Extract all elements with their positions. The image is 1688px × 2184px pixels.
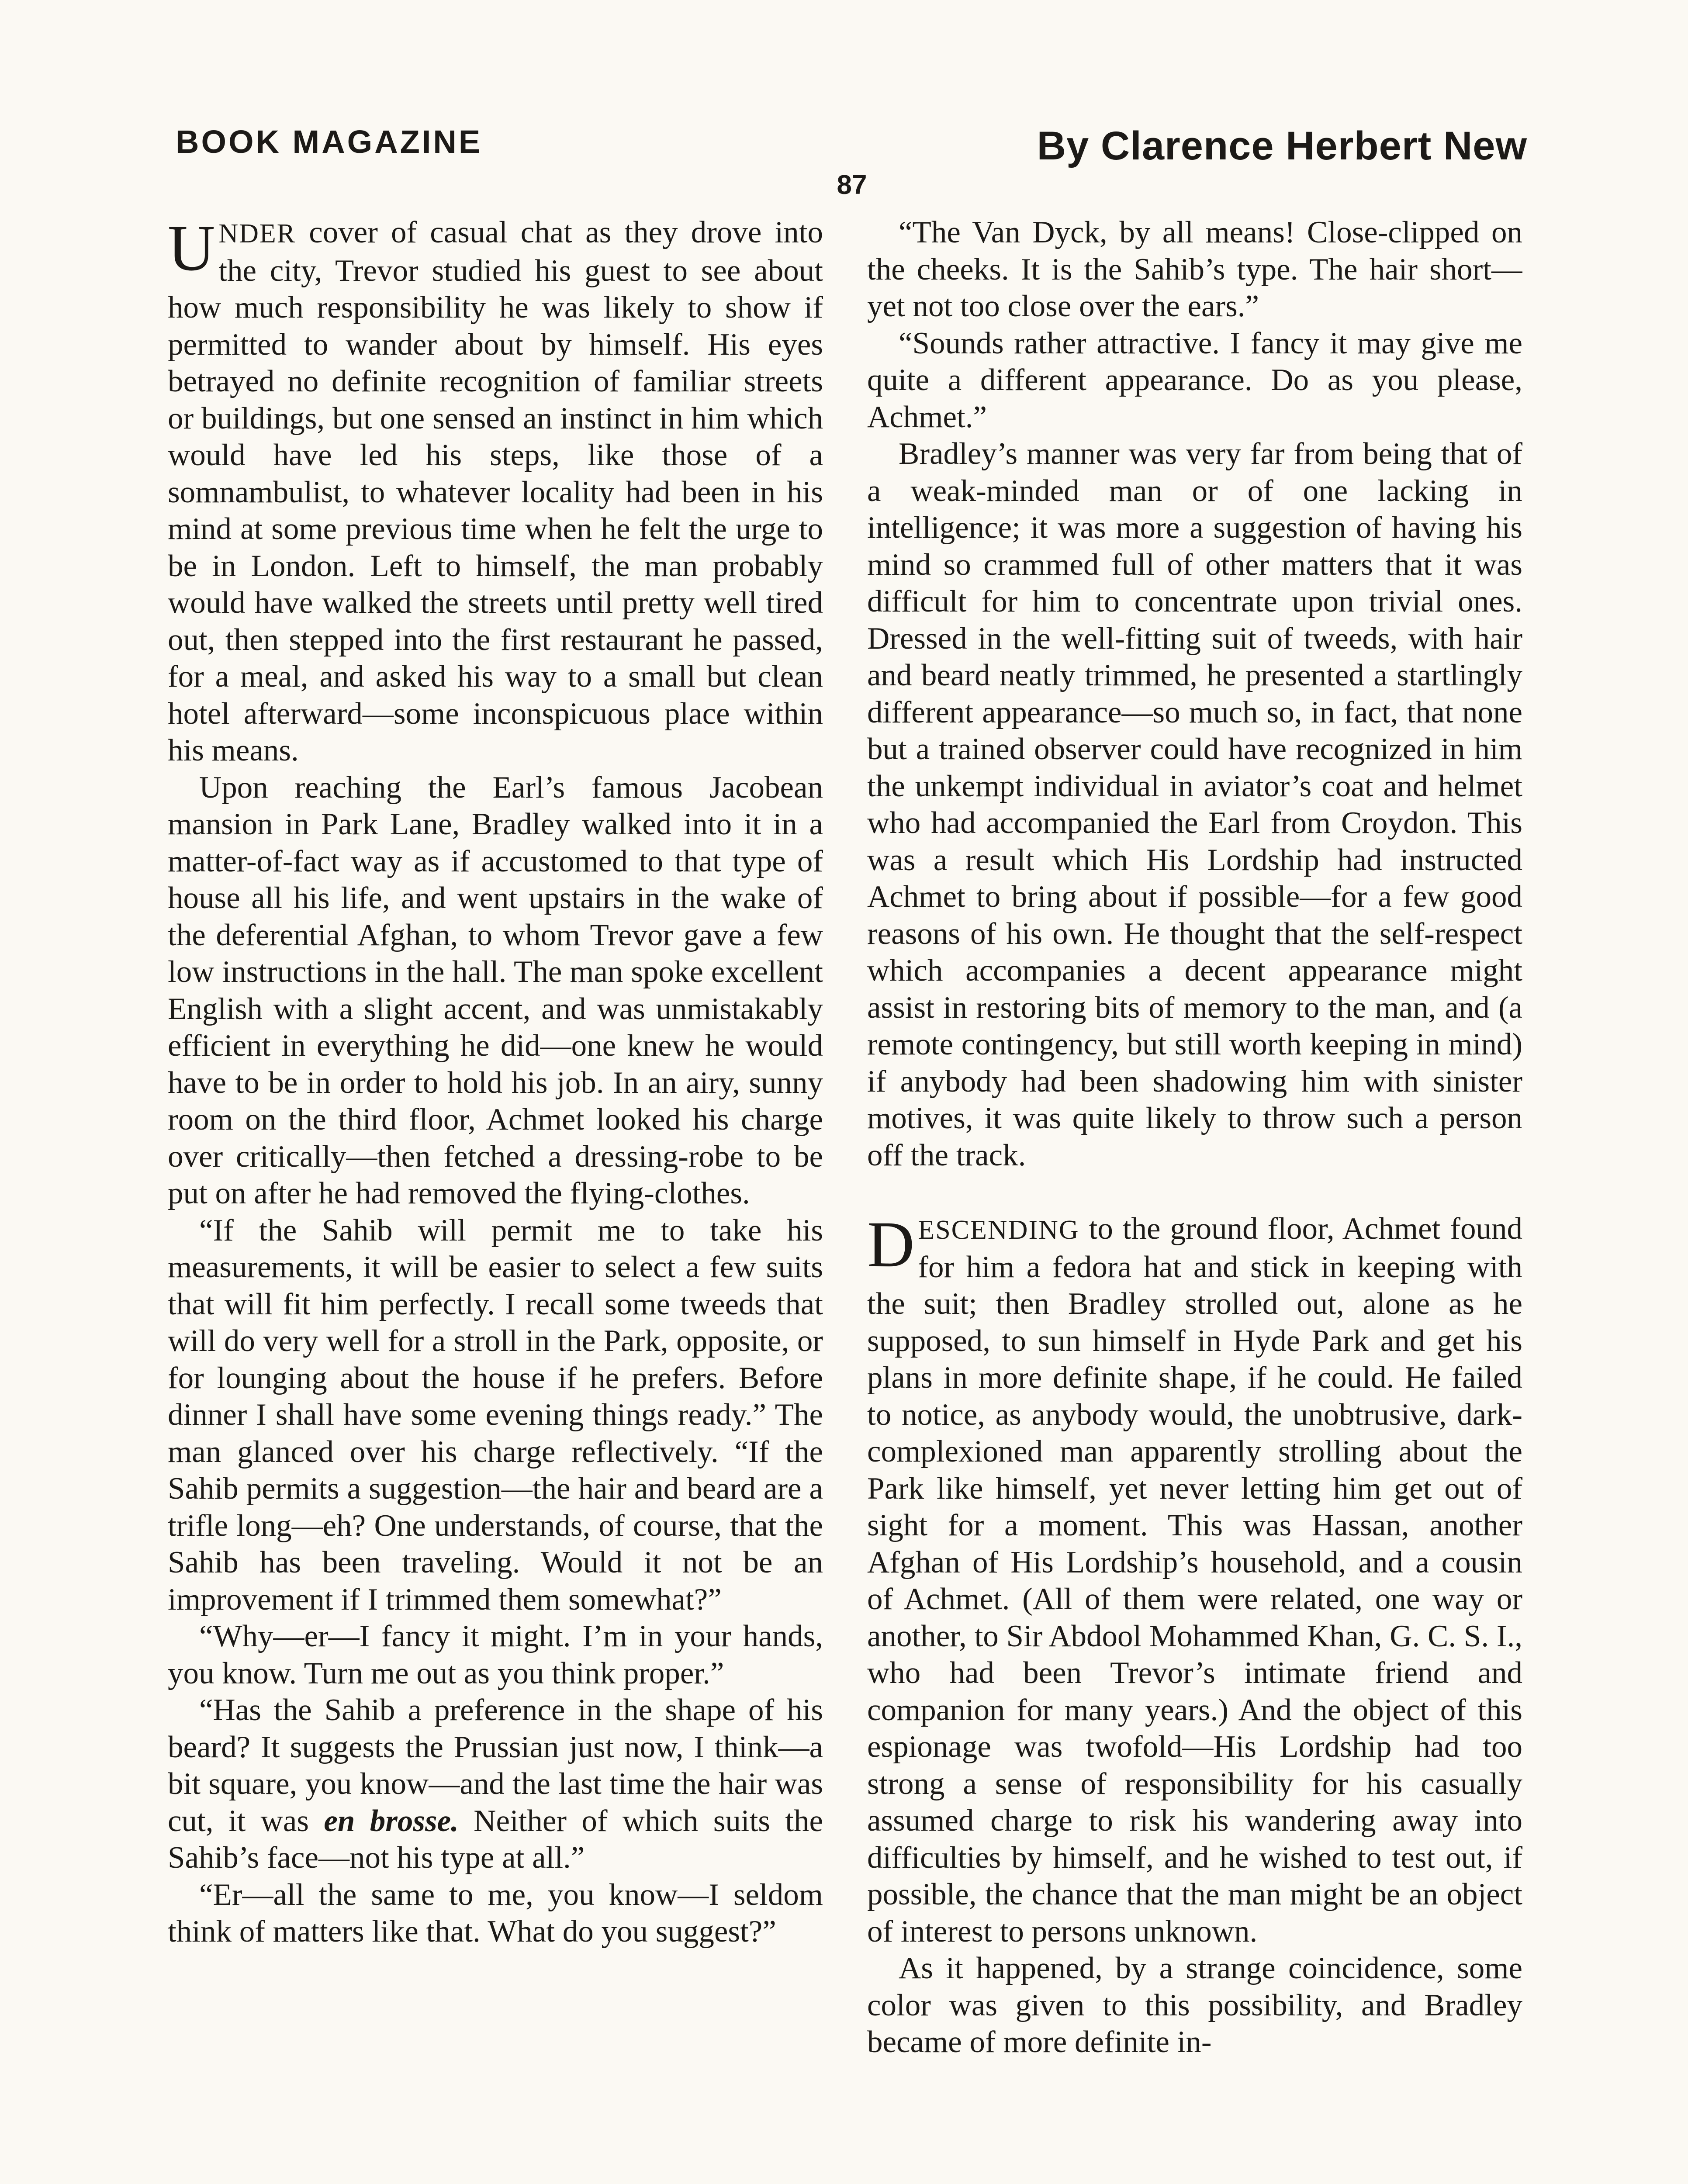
drop-cap: D: [867, 1208, 915, 1281]
paragraph: “Why—er—I fancy it might. I’m in your hands, you know. Turn me out as you think proper.”: [168, 1619, 823, 1690]
left-column: [168, 214, 823, 2184]
paragraph: Bradley’s manner was very far from being that of a weak-minded man or of one lacking in intelligence; it was more a suggestion of having his mind so crammed full of other matters that it was difficult for him to concentrate upon trivial ones. Dressed in the well-fitting suit of tweeds, with hair and beard neatly trimmed, he presented a startlingly different appearance—so much so, in fact, that none but a trained observer could have recognized in him the unkempt individual in aviator’s coat and helmet who had accompanied the Earl from Croydon. This was a result which His Lordship had instructed Achmet to bring about if possible—for a few good reasons of his own. He thought that the self-respect which accompanies a decent appearance might assist in restoring bits of memory to the man, and (a remote contingency, but still worth keeping in mind) if anybody had been shadowing him with sinister motives, it was quite likely to throw such a person off the track.: [867, 437, 1522, 1172]
paragraph: “The Van Dyck, by all means! Close-clipped on the cheeks. It is the Sahib’s type. The hair short—yet not too close over the ears.”: [867, 215, 1522, 323]
magazine-title: BOOK MAGAZINE: [176, 124, 483, 160]
paragraph-text: Neither of which suits the Sahib’s face—not his type at all.”: [168, 1804, 823, 1875]
drop-cap: U: [168, 214, 215, 284]
paragraph: Upon reaching the Earl’s famous Jacobean mansion in Park Lane, Bradley walked into it in a matter-of-fact way as if accustomed to that type of house all his life, and went upstairs in the wake of the deferential Afghan, to whom Trevor gave a few low instructions in the hall. The man spoke excellent English with a slight accent, and was unmistakably efficient in everything he did—one knew he would have to be in order to hold his job. In an airy, sunny room on the third floor, Achmet looked his charge over critically—then fetched a dressing-robe to be put on after he had removed the flying-clothes.: [168, 770, 823, 1210]
author-byline: By Clarence Herbert New: [1037, 124, 1527, 168]
paragraph-text: cover of casual chat as they drove into the city, Trevor studied his guest to see about how much responsibility he was likely to show if permitted to wander about by himself. His eyes betrayed no definite recognition of familiar streets or buildings, but one sensed an instinct in him which would have led his steps, like those of a somnambulist, to whatever locality had been in his mind at some previous time when he felt the urge to be in London. Left to himself, the man probably would have walked the streets until pretty well tired out, then stepped into the first restaurant he passed, for a meal, and asked his way to a small but clean hotel afterward—some inconspicuous place within his means.: [168, 215, 823, 767]
paragraph-text: to the ground floor, Achmet found for him a fedora hat and stick in keeping with the suit; then Bradley strolled out, alone as he supposed, to sun himself in Hyde Park and get his plans in more definite shape, if he could. He failed to notice, as anybody would, the unobtrusive, dark-complexioned man apparently strolling about the Park like himself, yet never letting him get out of sight for a moment. This was Hassan, another Afghan of His Lordship’s household, and a cousin of Achmet. (All of them were related, one way or another, to Sir Abdool Mohammed Khan, G. C. S. I., who had been Trevor’s intimate friend and companion for many years.) And the object of this espionage was twofold—His Lordship had too strong a sense of responsibility for his casually assumed charge to risk his wandering away into difficulties by himself, and he wished to test out, if possible, the chance that the man might be an object of interest to persons unknown.: [867, 1212, 1522, 1949]
right-column: [867, 214, 1522, 2184]
paragraph: [168, 1692, 823, 1876]
paragraph: “Er—all the same to me, you know—I seldom think of matters like that. What do you suggest?”: [168, 1877, 823, 1949]
paragraph-text: “Has the Sahib a preference in the shape of his beard? It suggests the Prussian just now, I think—a bit square, you know—and the last time the hair was cut, it was: [168, 1693, 823, 1838]
small-caps-lead: NDER: [218, 219, 296, 249]
paragraph: “Sounds rather attractive. I fancy it may give me quite a different appearance. Do as you please, Achmet.”: [867, 326, 1522, 434]
italic-phrase: en brosse.: [324, 1804, 459, 1838]
paragraph: “If the Sahib will permit me to take his measurements, it will be easier to select a few suits that will fit him perfectly. I recall some tweeds that will do very well for a stroll in the Park, opposite, or for lounging about the house if he prefers. Before dinner I shall have some evening things ready.” The man glanced over his charge reflectively. “If the Sahib permits a suggestion—the hair and beard are a trifle long—eh? One understands, of course, that the Sahib has been traveling. Would it not be an improvement if I trimmed them somewhat?”: [168, 1213, 823, 1617]
small-caps-lead: ESCENDING: [918, 1215, 1079, 1245]
paragraph: As it happened, by a strange coincidence, some color was given to this possibility, and Bradley became of more definite in-: [867, 1951, 1522, 2059]
paragraph: [168, 214, 823, 769]
paragraph: [867, 1210, 1522, 1950]
page-number: 87: [837, 170, 867, 200]
